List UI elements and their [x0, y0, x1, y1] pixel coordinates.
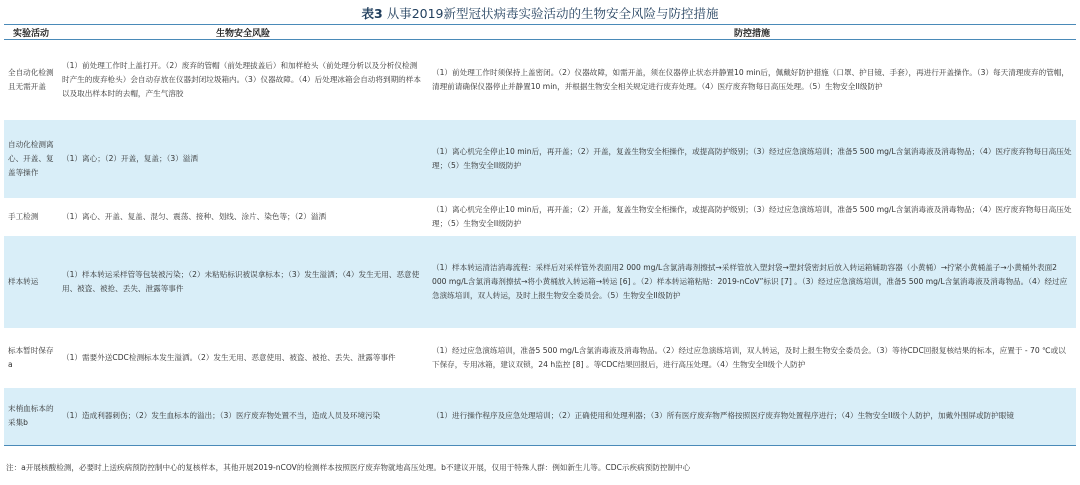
- activity-cell: 自动化检测离心、开盖、复盖等操作: [4, 120, 58, 198]
- table-title: [0, 4, 1080, 22]
- header-risk: 生物安全风险: [58, 25, 428, 40]
- table-row: [4, 120, 1076, 198]
- table-footnote: 注：a开展核酸检测，必要时上送疾病预防控制中心的复核样本，其他开展2019-nCOV的检测样本按照医疗废弃物就地高压处理。b不建议开展，仅用于特殊人群：例如新生儿等。CDC示疾病预防控制中心: [6, 463, 691, 472]
- table-row: [4, 236, 1076, 328]
- table-row: [4, 198, 1076, 236]
- risk-cell: （1）样本转运采样管等包装被污染；（2）未粘贴标识被误拿标本；（3）发生溢洒；（4）发生无用、恶意使用、被盗、被抢、丢失、泄露等事件: [58, 236, 428, 328]
- table-row: [4, 388, 1076, 446]
- header-measures: 防控措施: [428, 25, 1076, 40]
- table-caption: 从事2019新型冠状病毒实验活动的生物安全风险与防控措施: [386, 6, 719, 21]
- risk-cell: （1）离心、开盖、复盖、混匀、震荡、接种、划线、涂片、染色等；（2）溢洒: [62, 211, 327, 221]
- table-row: [4, 328, 1076, 388]
- risk-cell: （1）前处理工作时上盖打开。（2）废弃的管帽（前处理拔盖后）和加样枪头（前处理分析以及分析仪检测时产生的废弃枪头）会自动存放在仪器封闭垃圾箱内。（3）仪器故障。（4）后处理冰箱会自动将到期的样本以及取出样本时的去帽，产生气溶胶: [62, 60, 421, 98]
- measures-cell: （1）经过应急演练培训，准备5 500 mg/L含氯消毒液及消毒物品。（2）经过应急演练培训，双人转运，及时上报生物安全委员会。（3）等待CDC回报复核结果的标本，应置于 - 70 ℃或以下保存，专用冰箱，建议双锁，24 h监控 [8] 。等CDC结果回报后，进行高压处理。（4）生物安全II级个人防护: [432, 345, 1066, 369]
- risk-cell: （1）离心；（2）开盖，复盖；（3）溢洒: [58, 120, 428, 198]
- header-activity: 实验活动: [4, 25, 58, 40]
- risk-cell: （1）造成利器刺伤；（2）发生血标本的溢出；（3）医疗废弃物处置不当，造成人员及环境污染: [58, 388, 428, 446]
- activity-cell: 手工检测: [8, 211, 39, 221]
- measures-cell: （1）前处理工作时须保持上盖密闭。（2）仪器故障，如需开盖，须在仪器停止状态并静置10 min后，佩戴好防护措施（口罩、护目镜、手套），再进行开盖操作。（3）每天清理废弃的管帽，清理前请确保仪器停止并静置10 min，并根据生物安全相关规定进行废弃处理。（4）医疗废弃物每日高压处理。（5）生物安全II级防护: [432, 67, 1069, 91]
- activity-cell: 样本转运: [4, 236, 58, 328]
- measures-cell: （1）样本转运清洁消毒流程：采样后对采样管外表面用2 000 mg/L含氯消毒剂擦拭→采样管放入塑封袋→塑封袋密封后放入转运箱辅助容器（小黄桶）→拧紧小黄桶盖子→小黄桶外表面2 000 mg/L含氯消毒剂擦拭→将小黄桶放入转运箱→转运 [6] 。（2）样本转运箱粘贴：2019-nCoV”标识 [7] 。（3）经过应急演练培训，准备5 500 mg/L含氯消毒液及消毒物品。（4）经过应急演练培训，双人转运，及时上报生物安全委员会。（5）生物安全II级防护: [428, 236, 1076, 328]
- table-row: [4, 40, 1076, 120]
- measures-cell: （1）离心机完全停止10 min后，再开盖；（2）开盖，复盖生物安全柜操作，或提高防护级别；（3）经过应急演练培训，准备5 500 mg/L含氯消毒液及消毒物品；（4）医疗废弃物每日高压处理；（5）生物安全II级防护: [432, 204, 1072, 228]
- activity-cell: 标本暂时保存a: [8, 345, 54, 369]
- risk-cell: （1）需要外送CDC检测标本发生溢洒。（2）发生无用、恶意使用、被盗、被抢、丢失、泄露等事件: [62, 352, 396, 362]
- table-number: 表3: [361, 6, 383, 21]
- risk-table: [4, 24, 1076, 446]
- header-row: [4, 25, 1076, 40]
- activity-cell: 末梢血标本的采集b: [4, 388, 58, 446]
- activity-cell: 全自动化检测且无需开盖: [8, 67, 54, 91]
- measures-cell: （1）进行操作程序及应急处理培训；（2）正确使用和处理利器；（3）所有医疗废弃物严格按照医疗废弃物处置程序进行；（4）生物安全II级个人防护，加戴外围屏或防护眼镜: [428, 388, 1076, 446]
- measures-cell: （1）离心机完全停止10 min后，再开盖；（2）开盖，复盖生物安全柜操作，或提高防护级别；（3）经过应急演练培训；准备5 500 mg/L含氯消毒液及消毒物品；（4）医疗废弃物每日高压处理；（5）生物安全II级防护: [428, 120, 1076, 198]
